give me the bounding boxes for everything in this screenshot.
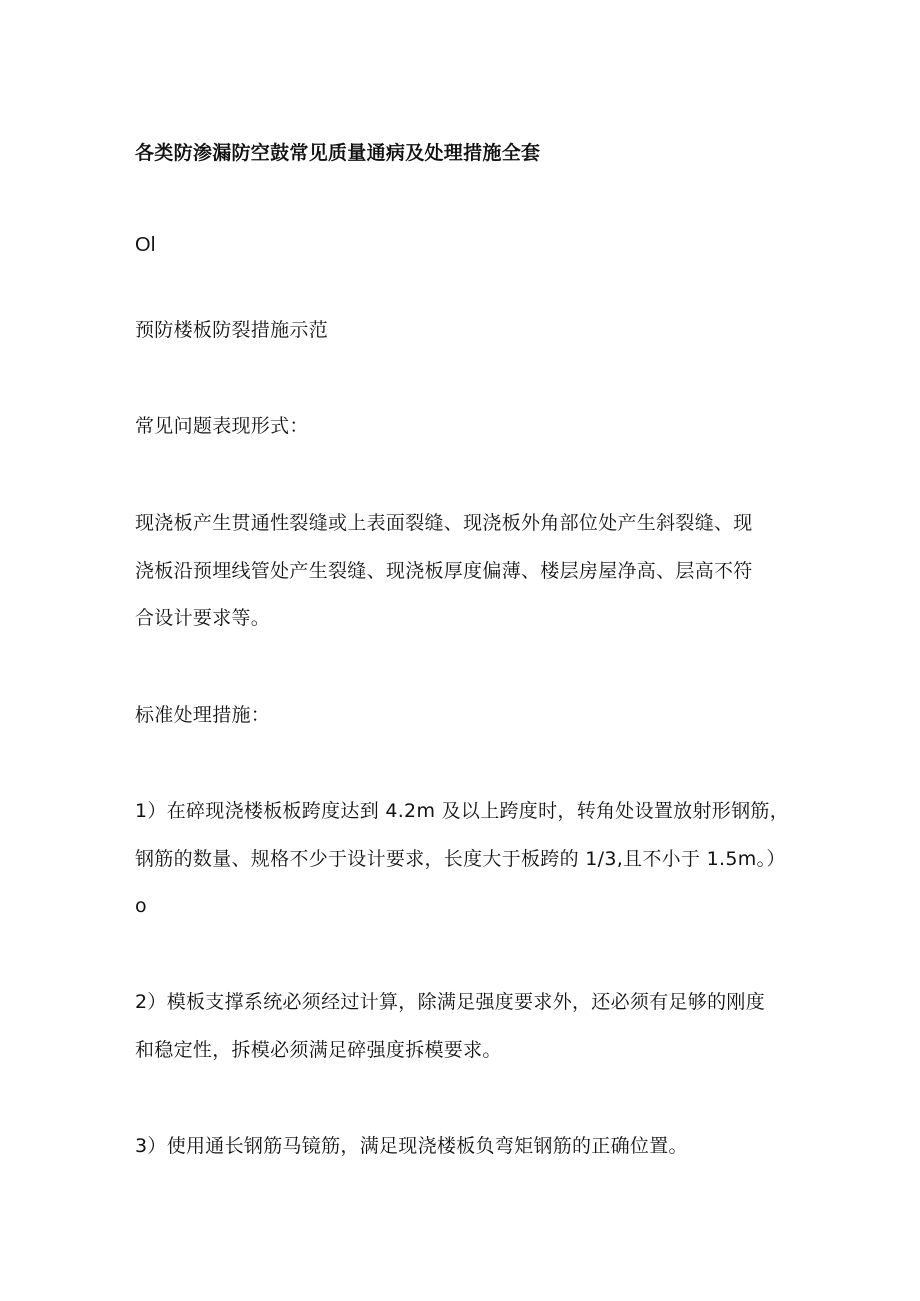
measure-2-line-1: 2）模板支撑系统必须经过计算，除满足强度要求外，还必须有足够的刚度 (135, 991, 765, 1013)
section-number: Ol (135, 234, 156, 256)
document-title: 各类防渗漏防空鼓常见质量通病及处理措施全套 (135, 142, 541, 164)
measure-1-line-1: 1）在碎现浇楼板板跨度达到 4.2m 及以上跨度时，转角处设置放射形钢筋， (135, 800, 789, 822)
problem-line-1: 现浇板产生贯通性裂缝或上表面裂缝、现浇板外角部位处产生斜裂缝、现 (135, 512, 753, 534)
measure-1-line-3: o (135, 895, 147, 917)
measure-1-line-2: 钢筋的数量、规格不少于设计要求，长度大于板跨的 1/3,且不小于 1.5m。） (135, 848, 786, 870)
problem-heading: 常见问题表现形式： (135, 415, 309, 437)
measure-3-line-1: 3）使用通长钢筋马镜筋，满足现浇楼板负弯矩钢筋的正确位置。 (135, 1135, 688, 1157)
problem-line-3: 合设计要求等。 (135, 607, 271, 629)
problem-line-2: 浇板沿预埋线管处产生裂缝、现浇板厚度偏薄、楼层房屋净高、层高不符 (135, 560, 753, 582)
section-title: 预防楼板防裂措施示范 (135, 319, 329, 341)
measure-2-line-2: 和稳定性，拆模必须满足碎强度拆模要求。 (135, 1039, 502, 1061)
measures-heading: 标准处理措施： (135, 704, 271, 726)
